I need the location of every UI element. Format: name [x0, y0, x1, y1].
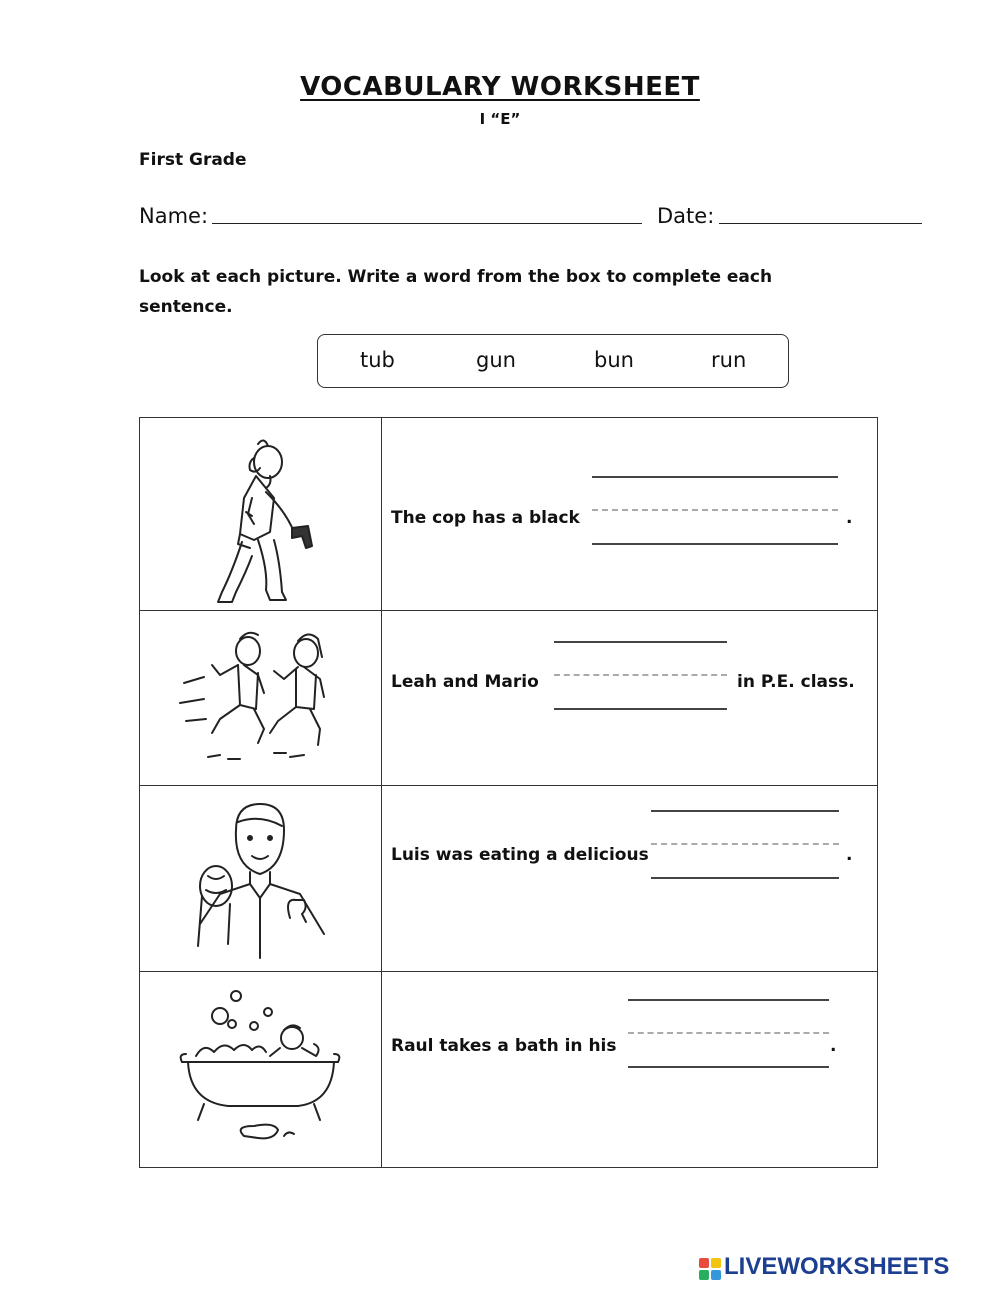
picture-cell: [140, 972, 382, 1167]
name-field[interactable]: [212, 223, 642, 224]
sentence-text: Leah and Mario: [391, 672, 539, 692]
sentence-ending: in P.E. class.: [737, 672, 855, 692]
grade-label: First Grade: [139, 150, 247, 170]
answer-blank[interactable]: [592, 476, 838, 546]
boy-in-bathtub-icon: [174, 986, 344, 1146]
sentence-ending: .: [830, 1036, 837, 1056]
police-officer-with-gun-icon: [210, 436, 320, 608]
worksheet-title: VOCABULARY WORKSHEET: [300, 72, 700, 102]
sentence-text: Raul takes a bath in his: [391, 1036, 617, 1056]
answer-blank[interactable]: [628, 999, 829, 1069]
exercise-table: [139, 417, 878, 1168]
sentence-text: Luis was eating a delicious: [391, 845, 649, 865]
boy-eating-bun-icon: [186, 800, 336, 960]
word-box-item: gun: [476, 348, 516, 372]
name-label: Name:: [139, 204, 209, 228]
sentence-text: The cop has a black: [391, 508, 580, 528]
liveworksheets-logo-icon: [698, 1257, 722, 1281]
date-field[interactable]: [719, 223, 922, 224]
table-row: [140, 418, 877, 611]
picture-cell: [140, 418, 382, 610]
instructions: Look at each picture. Write a word from the box to complete each sentence.: [139, 267, 773, 317]
table-row: [140, 786, 877, 972]
sentence-ending: .: [846, 845, 853, 865]
picture-cell: [140, 611, 382, 785]
sentence-ending: .: [846, 508, 853, 528]
word-box-item: bun: [594, 348, 634, 372]
kids-running-icon: [178, 623, 358, 773]
worksheet-subtitle: I “E”: [479, 110, 521, 128]
liveworksheets-brand-text: LIVEWORKSHEETS: [724, 1253, 950, 1280]
date-label: Date:: [657, 204, 715, 228]
table-row: [140, 972, 877, 1167]
answer-blank[interactable]: [651, 810, 839, 880]
picture-cell: [140, 786, 382, 971]
table-row: [140, 611, 877, 786]
word-box-item: run: [711, 348, 747, 372]
word-box: [317, 334, 789, 388]
answer-blank[interactable]: [554, 641, 727, 711]
liveworksheets-logo: [698, 1253, 998, 1285]
word-box-item: tub: [360, 348, 395, 372]
